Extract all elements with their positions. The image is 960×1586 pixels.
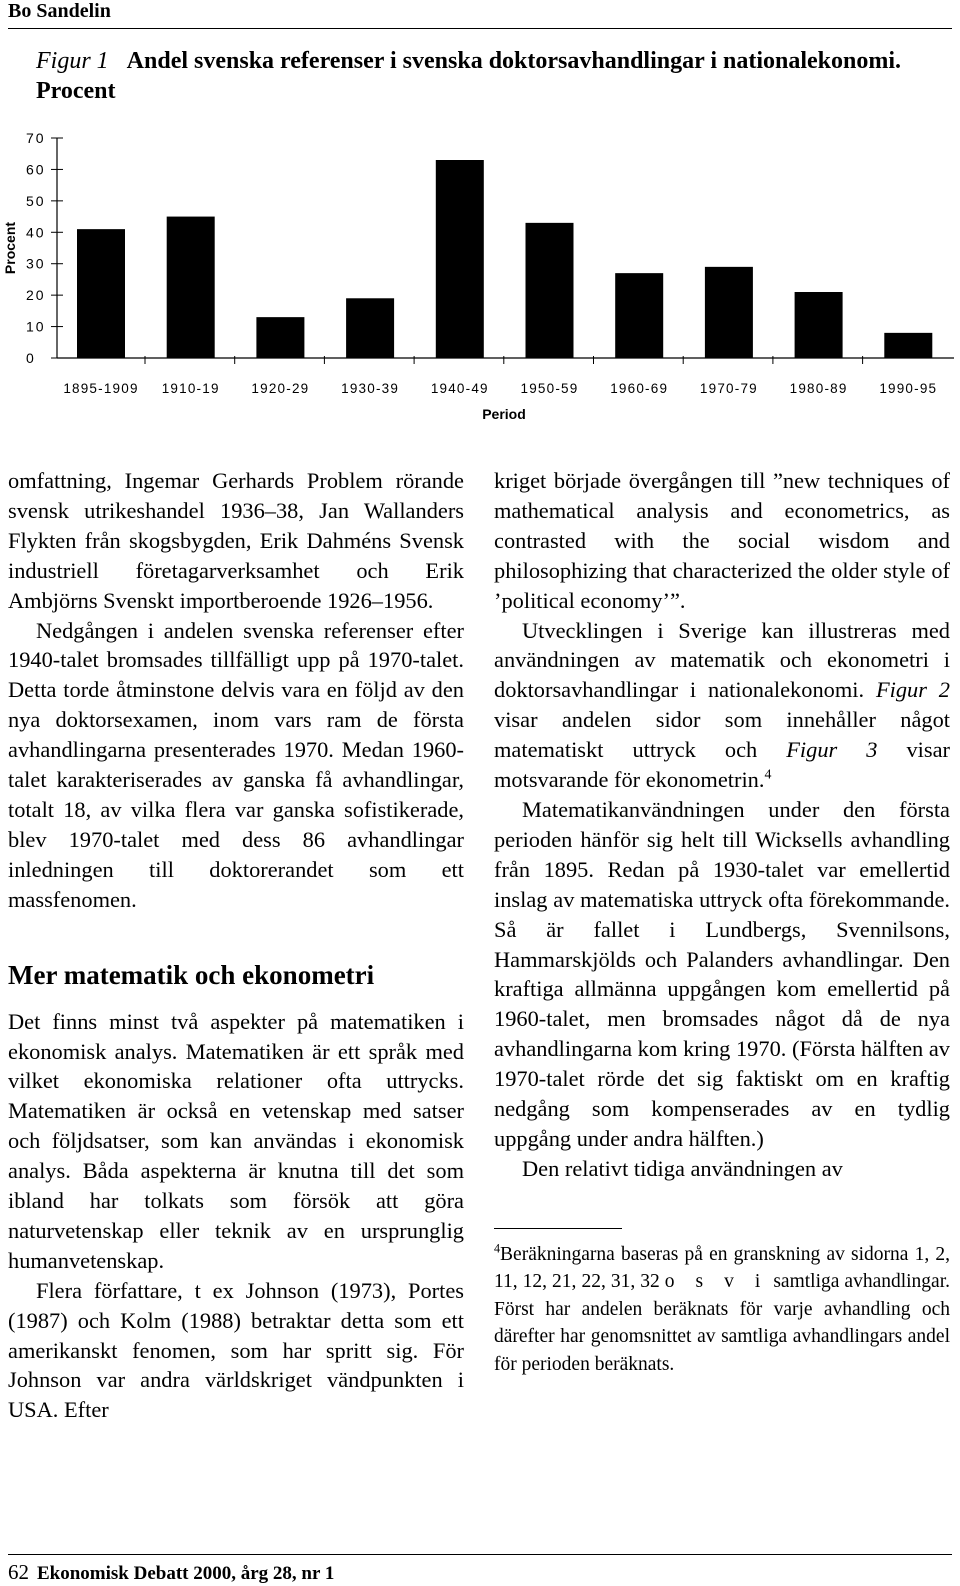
body-paragraph: Det finns minst två aspekter på matematiken i ekonomisk analys. Matematiken är ett språk med vilket ekonomiska relationer ofta uttrycks. Matematiken är också en vetenskap med satser och följdsatser, som kan användas i ekonomisk analys. Båda aspekterna är knutna till det som ibland har tolkats som försök att göra naturvetenskap eller teknik av en ursprunglig humanvetenskap. [8,1008,464,1273]
text-run: visar andelen sidor som innehåller något matematiskt uttryck och [494,707,950,763]
bar-1940-49 [436,160,484,358]
x-axis-title: Period [482,406,526,422]
journal-name: Ekonomisk Debatt 2000, årg 28, nr 1 [37,1563,335,1584]
y-axis-title: Procent [2,221,18,275]
text-run: Utvecklingen i Sverige kan illustreras med användningen av matematik och ekonometri i doktorsavhandlingar i nationalekonomi. [494,617,950,703]
header-rule [8,28,952,29]
x-tick-label: 1970-79 [699,381,758,396]
y-tick-label: 40 [26,224,46,241]
bar-1920-29 [256,317,304,358]
section-heading: Mer matematik och ekonometri [8,959,375,990]
bar-chart [0,120,960,430]
body-paragraph: Nedgången i andelen svenska referenser efter 1940-talet bromsades tillfälligt upp på 1970-talet. Detta torde åtminstone delvis vara en följd av den nya doktorsexamen, inom vars ram de första avhandlingarna presenterades 1970. Medan 1960-talet karakteriserades av ganska få avhandlingar, totalt 18, av vilka flera var ganska sofistikerade, blev 1970-talet med dess 86 avhandlingar inledningen till doktorerandet som ett massfenomen. [8,617,464,912]
x-tick-label: 1950-59 [520,381,579,396]
y-tick-label: 70 [26,130,46,146]
x-tick-label: 1990-95 [879,381,938,396]
body-paragraph [494,616,950,795]
body-paragraph: omfattning, Ingemar Gerhards Problem rörande svensk utrikeshandel 1936–38, Jan Wallanders Flykten från skogsbygden, Erik Dahméns Svensk industriell företagarverksamhet och Erik Ambjörns Svenskt importberoende 1926–1956. [8,468,464,613]
figure-reference: Figur 3 [786,737,878,763]
bar-1910-19 [167,217,215,358]
y-tick-label: 60 [26,161,46,178]
footnote-spaced-text: o s v i [664,1271,769,1293]
y-tick-label: 10 [26,318,46,335]
footnote [494,1241,950,1379]
x-tick-label: 1960-69 [610,381,669,396]
y-tick-label: 50 [26,192,46,209]
x-tick-label: 1980-89 [789,381,848,396]
y-tick-label: 20 [26,287,46,304]
text-run: visar motsvarande för ekonometrin. [494,737,950,793]
left-column [8,466,464,1425]
body-paragraph: kriget började övergången till ”new techniques of mathematical analysis and econometrics, as contrasted with the social wisdom and philosophizing that characterized the older style of ’political economy’”. [494,468,950,613]
bar-1960-69 [615,273,663,358]
running-head-author: Bo Sandelin [8,0,111,22]
x-tick-label: 1895-1909 [63,381,139,396]
figure-caption [36,46,948,106]
footer-rule [8,1554,952,1555]
bar-1895-1909 [77,229,125,358]
page-number: 62 [8,1560,29,1584]
y-tick-label: 30 [26,255,46,272]
x-tick-label: 1930-39 [341,381,400,396]
y-tick-label: 0 [26,350,36,366]
footnote-text: samtliga avhandlingar. Först har andelen beräknats för varje avhandling och därefter har genomsnittet av samtliga avhandlingars andel för perioden beräknats. [494,1271,951,1375]
footnote-text: Beräkningarna baseras på en granskning av sidorna 1, 2, 11, 12, 21, 22, 31, 32 [494,1243,950,1293]
body-paragraph: Den relativt tidiga användningen av [522,1155,843,1181]
body-paragraph: Flera författare, t ex Johnson (1973), Portes (1987) och Kolm (1988) betraktar detta som ett amerikanskt fenomen, som har spritt sig. För Johnson var andra världskriget vändpunkten i USA. Efter [8,1277,464,1423]
right-column [494,466,950,1378]
x-tick-label: 1910-19 [161,381,220,396]
x-tick-label: 1920-29 [251,381,310,396]
x-tick-label: 1940-49 [430,381,489,396]
bar-1970-79 [705,267,753,358]
bar-1930-39 [346,298,394,358]
footnote-marker: 4 [764,767,772,783]
page-footer [8,1560,334,1586]
figure-label: Figur 1 [36,48,109,74]
bar-1980-89 [795,292,843,358]
footnote-number: 4 [494,1241,501,1256]
footnote-rule [494,1228,622,1229]
body-paragraph: Matematikanvändningen under den första perioden hänför sig helt till Wicksells avhandling från 1895. Redan på 1930-talet var emellertid inslag av matematiska uttryck ofta förekommande. Så är fallet i Lundbergs, Svennilsons, Hammarskjölds och Palanders avhandlingar. Den kraftiga allmänna uppgången kom emellertid på 1960-talet, men bromsades något då de nya avhandlingarna kom kring 1970. (Första hälften av 1970-talet rörde det sig faktiskt om en kraftig nedgång som kompenserades av en tydlig uppgång under andra hälften.) [494,796,950,1151]
figure-title: Andel svenska referenser i svenska doktorsavhandlingar i nationalekonomi. Procent [36,48,902,104]
bar-1990-95 [884,333,932,358]
figure-reference: Figur 2 [875,677,950,703]
bar-1950-59 [526,223,574,358]
